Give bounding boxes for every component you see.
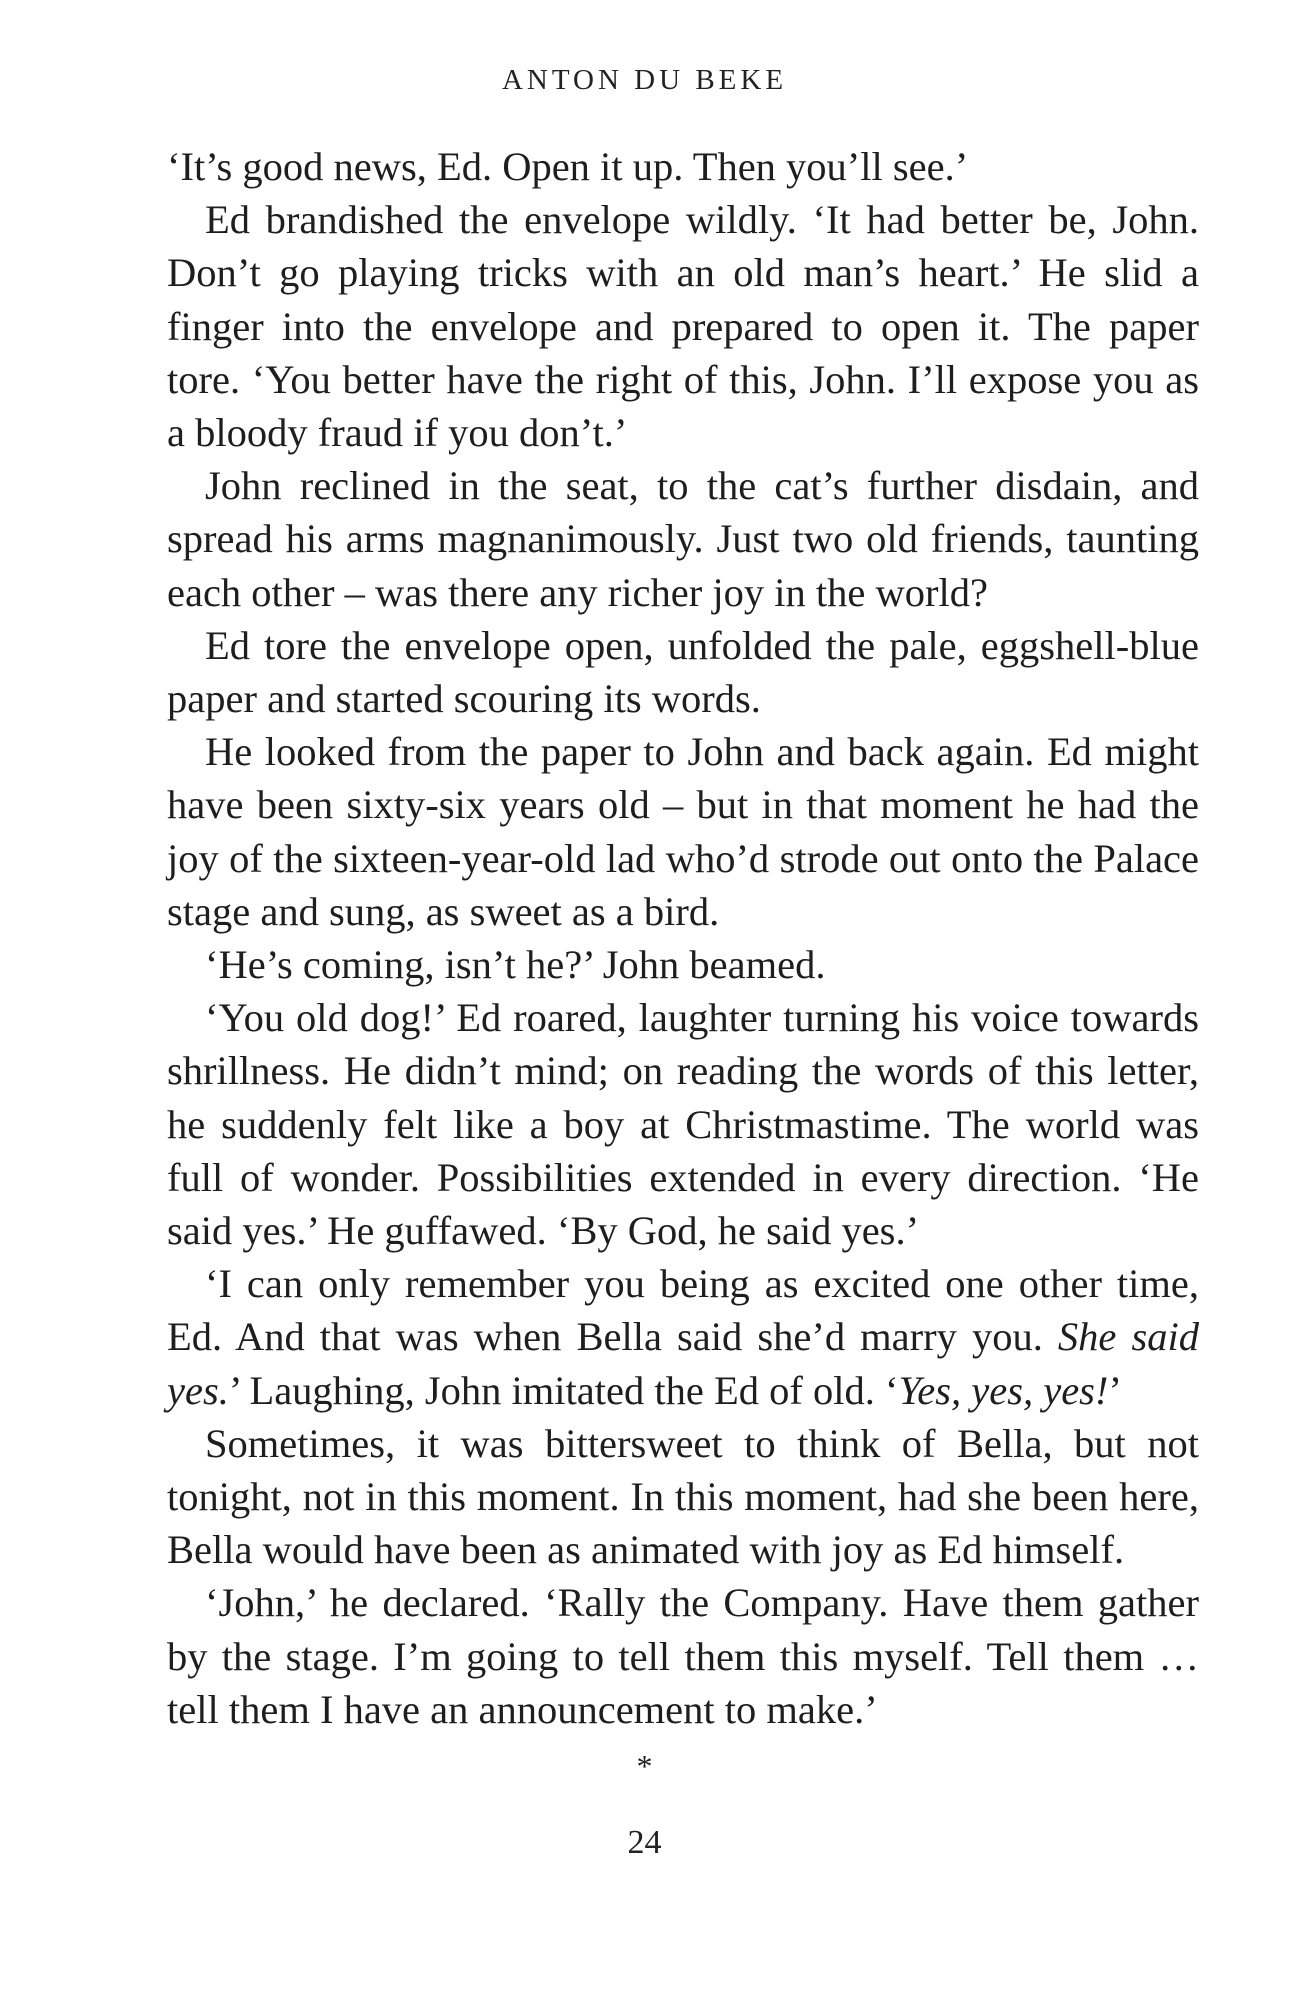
paragraph: ‘John,’ he declared. ‘Rally the Company. Have them gather by the stage. I’m going to tell them this myself. Tell them … tell them I have an announcement to make.’ bbox=[167, 1580, 1199, 1732]
paragraph bbox=[167, 1257, 1199, 1417]
page-number: 24 bbox=[627, 1824, 662, 1861]
paragraph: ‘He’s coming, isn’t he?’ John beamed. bbox=[205, 942, 826, 988]
body-text bbox=[167, 140, 1199, 1736]
section-break: * bbox=[636, 1748, 653, 1784]
paragraph: He looked from the paper to John and back again. Ed might have been sixty-six years old – but in that moment he had the joy of the sixteen-year-old lad who’d strode out onto the Palace stage and sung, as sweet as a bird. bbox=[167, 729, 1199, 934]
paragraph: ‘It’s good news, Ed. Open it up. Then you’ll see.’ bbox=[167, 144, 969, 189]
paragraph: Sometimes, it was bittersweet to think of Bella, but not tonight, not in this moment. In this moment, had she been here, Bella would have been as animated with joy as Ed himself. bbox=[167, 1420, 1199, 1573]
italic-phrase: Yes, yes, yes! bbox=[898, 1367, 1109, 1413]
paragraph-text: ‘I can only remember you being as excited one other time, Ed. And that was when Bella said she’d marry you. bbox=[167, 1261, 1199, 1360]
paragraph: ‘You old dog!’ Ed roared, laughter turning his voice towards shrillness. He didn’t mind; on reading the words of this letter, he suddenly felt like a boy at Christmastime. The world was full of wonder. Possibilities extended in every direction. ‘He said yes.’ He guffawed. ‘By God, he said yes.’ bbox=[167, 995, 1199, 1254]
paragraph-text: ’ bbox=[1108, 1367, 1122, 1413]
paragraph: Ed brandished the envelope wildly. ‘It had better be, John. Don’t go playing tricks with an old man’s heart.’ He slid a finger into the envelope and prepared to open it. The paper tore. ‘You better have the right of this, John. I’ll expose you as a bloody fraud if you don’t.’ bbox=[167, 197, 1199, 456]
paragraph: Ed tore the envelope open, unfolded the pale, eggshell-blue paper and started scouring its words. bbox=[167, 622, 1199, 722]
paragraph: John reclined in the seat, to the cat’s further disdain, and spread his arms magnanimously. Just two old friends, taunting each other – was there any richer joy in the world? bbox=[167, 463, 1199, 615]
running-head: ANTON DU BEKE bbox=[501, 64, 788, 96]
italic-phrase: She said yes. bbox=[167, 1314, 1199, 1413]
paragraph-text: ’ Laughing, John imitated the Ed of old. ‘ bbox=[228, 1367, 899, 1413]
